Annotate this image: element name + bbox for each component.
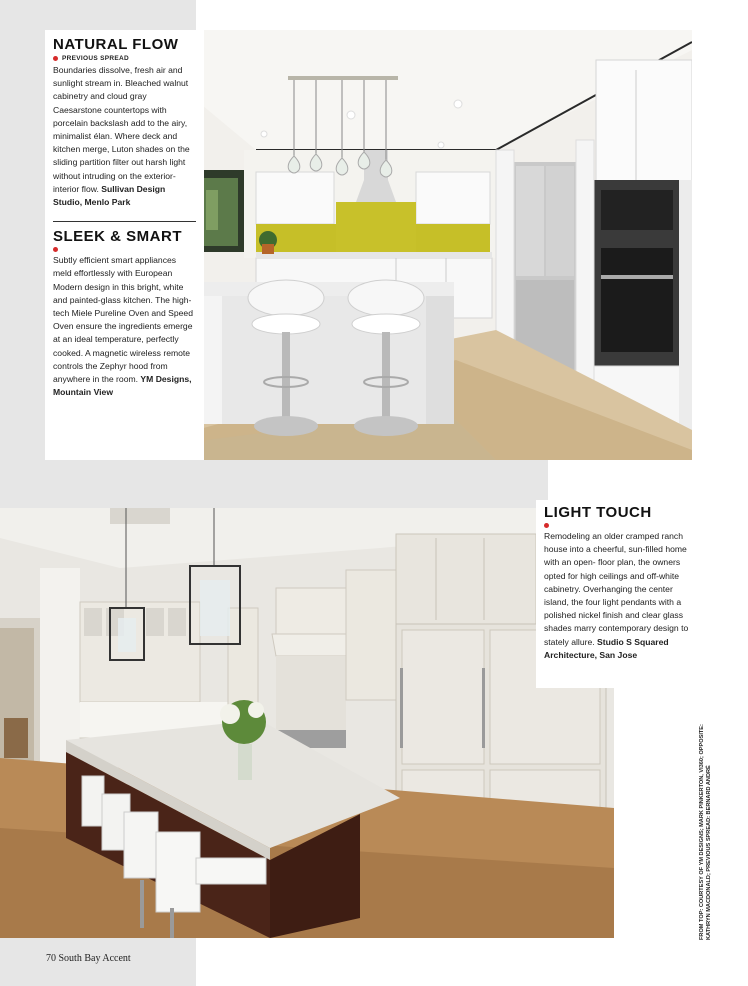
right-column-textbox (536, 500, 704, 688)
light-touch-credit: Studio S Squared Architecture, San Jose (544, 636, 669, 660)
natural-flow-text: Boundaries dissolve, fresh air and sunlight stream in. Bleached walnut cabinetry and cloud gray Caesarstone countertops with porcelain backslash add to the airy, minimalist élan. Where deck and kitchen merge, Luton shades on the sliding partition filter out harsh light without intruding on the exterior-interior flow. (53, 65, 190, 194)
photo-credit: FROM TOP: COURTESY OF YM DESIGNS; MARK PINKERTON, VI360; OPPOSITE: KATHRYN MACDONALD; PREVIOUS SPREAD: BERNARD ANDRÉ (699, 724, 712, 940)
bottom-kitchen-photo (0, 508, 614, 938)
red-bullet-icon (53, 56, 58, 61)
sleek-smart-heading: SLEEK & SMART (53, 228, 183, 246)
bottom-kitchen-illustration (0, 508, 614, 938)
previous-spread-label: PREVIOUS SPREAD (62, 55, 129, 62)
top-kitchen-photo (196, 30, 692, 460)
sleek-smart-credit: YM Designs, Mountain View (53, 374, 192, 398)
light-touch-body (544, 530, 698, 662)
red-bullet-icon (53, 247, 58, 252)
light-touch-bullet (544, 523, 698, 528)
sleek-smart-text: Subtly efficient smart appliances meld effortlessly with European Modern design in this bright, white and painted-glass kitchen. The high-tech Miele Pureline Oven and Speed Oven ensure the ingredients emerge at an ideal temperature, perfectly cooked. A magnetic wireless remote controls the Zephyr hood from anywhere in the room. (53, 255, 193, 385)
left-column-textbox (45, 30, 204, 460)
top-kitchen-illustration (196, 30, 692, 460)
magazine-name: South Bay Accent (58, 953, 131, 964)
natural-flow-body (53, 64, 196, 209)
light-touch-text: Remodeling an older cramped ranch house into a cheerful, sun-filled home with an open- floor plan, the owners opted for high ceilings and off-white cabinetry. Overhanging the center island, the four light pendants with a polished nickel finish and clear glass shades marry contemporary design to stately allure. (544, 531, 689, 647)
natural-flow-credit: Sullivan Design Studio, Menlo Park (53, 183, 166, 208)
light-touch-heading: LIGHT TOUCH (544, 504, 652, 521)
previous-spread-tag (53, 55, 196, 62)
section-divider (53, 221, 196, 222)
sleek-smart-bullet (53, 247, 196, 252)
middle-gray-band (0, 460, 548, 508)
page-folio (46, 953, 131, 964)
sleek-smart-body (53, 254, 196, 399)
page-number: 70 (46, 953, 56, 964)
red-bullet-icon (544, 523, 549, 528)
natural-flow-heading: NATURAL FLOW (53, 36, 179, 53)
